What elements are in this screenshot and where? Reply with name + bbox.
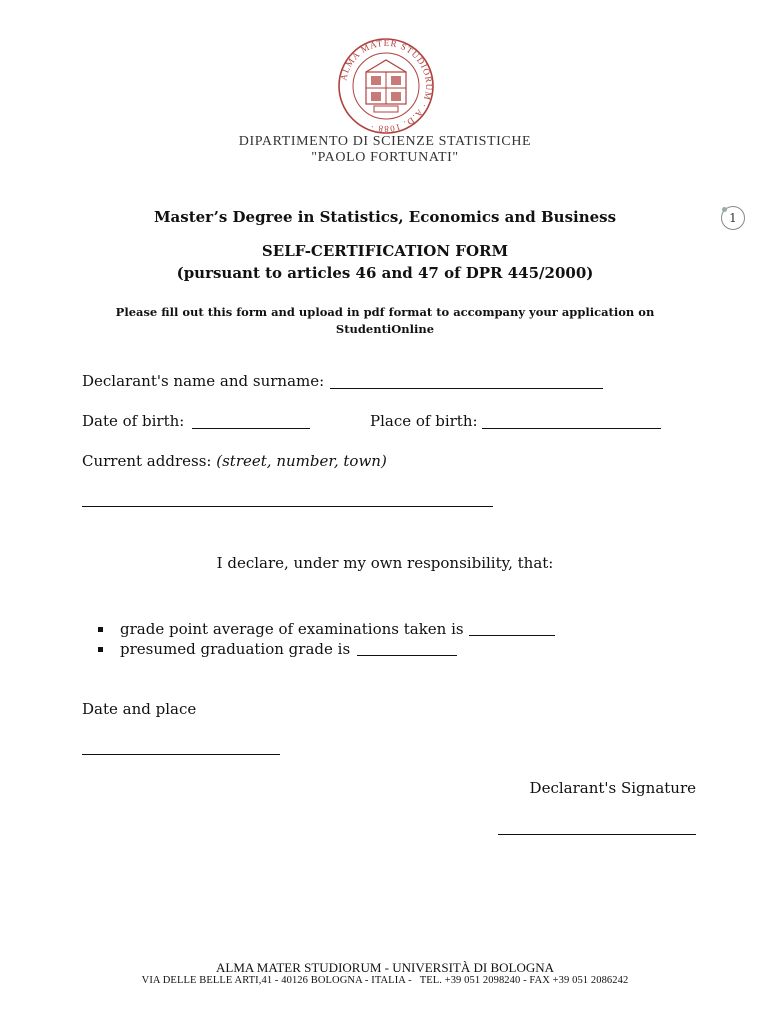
graduation-grade-label: presumed graduation grade is [120,640,351,658]
pob-blank-line[interactable] [482,428,661,429]
footer-address: VIA DELLE BELLE ARTI,41 - 40126 BOLOGNA - ITALIA - TEL. +39 051 2098240 - FAX +39 051 2086242 [141,975,629,986]
form-title: SELF-CERTIFICATION FORM [261,242,509,260]
graduation-grade-blank-line[interactable] [357,655,457,656]
dob-label: Date of birth: [82,412,185,430]
department-name-line1: DIPARTIMENTO DI SCIENZE STATISTICHE [238,134,532,149]
page-number: 1 [729,211,737,225]
gpa-label: grade point average of examinations taken is [120,620,464,638]
department-name-line2: "PAOLO FORTUNATI" [311,150,459,165]
signature-blank-line[interactable] [498,834,696,835]
bullet-icon [98,647,103,652]
instruction-line2: StudentiOnline [335,322,435,336]
footer-university: ALMA MATER STUDIORUM - UNIVERSITÀ DI BOLOGNA [216,960,554,975]
name-label: Declarant's name and surname: [82,372,325,390]
pob-label: Place of birth: [370,412,478,430]
address-blank-line[interactable] [82,506,493,507]
address-label-row [82,452,387,470]
address-hint: (street, number, town) [216,452,387,470]
declaration-list [82,619,682,659]
list-item [82,619,682,639]
signature-label: Declarant's Signature [529,779,696,797]
svg-text:ALMA MATER STUDIORUM · A.D. 10: ALMA MATER STUDIORUM · A.D. 1088 · [338,37,435,135]
university-seal-logo [336,36,436,136]
form-pursuant: (pursuant to articles 46 and 47 of DPR 445/2000) [176,264,594,282]
dob-blank-line[interactable] [192,428,310,429]
name-blank-line[interactable] [330,388,603,389]
date-place-label: Date and place [82,700,197,718]
date-place-blank-line[interactable] [82,754,280,755]
address-label: Current address: [82,452,212,470]
bullet-icon [98,627,103,632]
degree-title: Master’s Degree in Statistics, Economics and Business [153,208,617,226]
list-item [82,639,682,659]
declaration-statement: I declare, under my own responsibility, that: [216,554,554,572]
instruction-line1: Please fill out this form and upload in pdf format to accompany your application on [115,305,655,319]
gpa-blank-line[interactable] [469,635,555,636]
